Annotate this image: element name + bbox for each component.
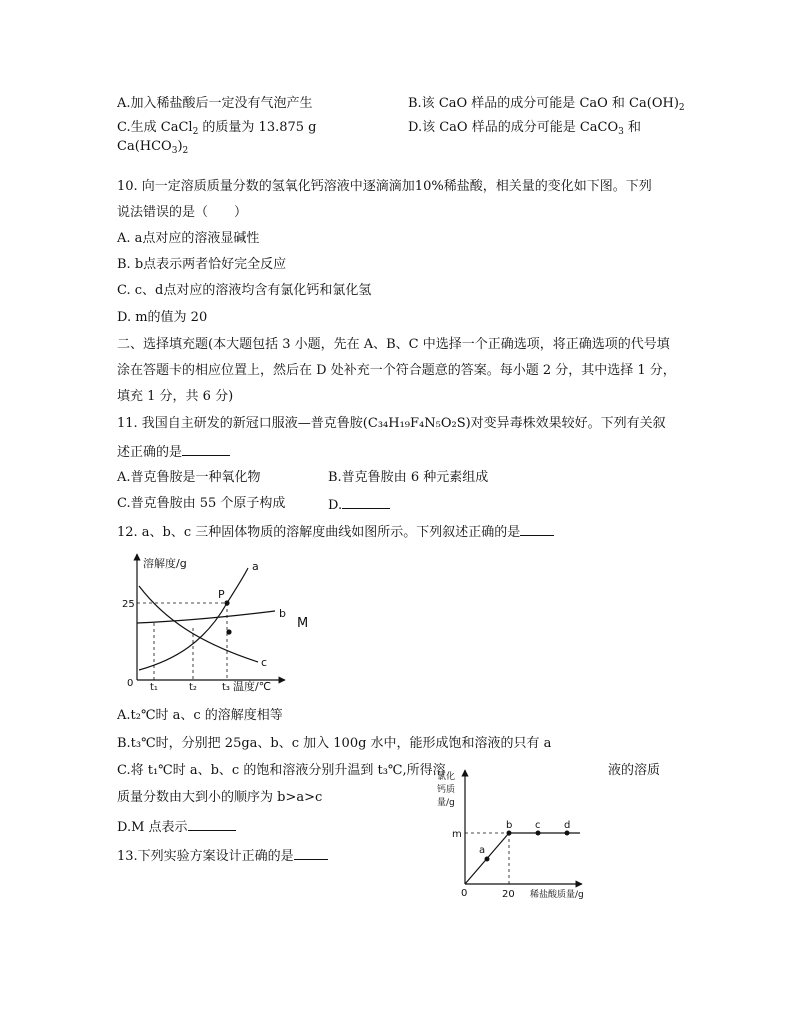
point-d	[565, 831, 570, 836]
y-tick-25: 25	[122, 599, 135, 610]
origin-label: 0	[127, 678, 134, 689]
y-tick-m: m	[452, 829, 462, 840]
q12-option-c-tail: 液的溶质	[608, 763, 661, 778]
q9-option-c: C.生成 CaCl$_2$ 的质量为 13.875 g	[117, 120, 317, 137]
x-tick-t1: t₁	[150, 682, 158, 693]
q11-option-a: A.普克鲁胺是一种氧化物	[117, 470, 261, 485]
y-axis-label: 溶解度/g	[143, 557, 187, 570]
point-d-label: d	[564, 820, 571, 831]
q12-option-a: A.t₂℃时 a、c 的溶解度相等	[117, 708, 283, 723]
curve-c-label: c	[261, 656, 268, 669]
point-c	[536, 831, 541, 836]
section-heading: 二、选择填充题(本大题包括 3 小题，先在 A、B、C 中选择一个正确选项，将正确选项的代号填	[117, 337, 670, 352]
q10-stem-cont: 说法错误的是（ ）	[117, 205, 248, 220]
q10-option-b: B. b点表示两者恰好完全反应	[117, 257, 287, 272]
x-axis-label: 温度/℃	[233, 680, 272, 693]
point-b-label: b	[506, 820, 513, 831]
q11-stem-cont: 述正确的是	[117, 443, 230, 461]
x-tick-t3: t₃	[222, 682, 230, 693]
origin-label: 0	[461, 888, 468, 899]
q12-option-c-cont: 质量分数由大到小的顺序为 b>a>c	[117, 790, 323, 805]
curve-c	[139, 586, 258, 662]
q10-option-c: C. c、d点对应的溶液均含有氯化钙和氯化氢	[117, 283, 372, 298]
point-p	[224, 600, 229, 605]
y-label-line-2: 钙质	[437, 785, 456, 795]
q9-option-d: D.该 CaO 样品的成分可能是 CaCO$_3$ 和	[408, 120, 642, 137]
y-label-line-3: 量/g	[437, 798, 455, 808]
point-c-label: c	[535, 820, 541, 831]
q9-option-d-cont: $Ca(HCO_3)_2$	[117, 139, 189, 156]
q12-option-b: B.t₃℃时，分别把 25ga、b、c 加入 100g 水中，能形成饱和溶液的只有 a	[117, 736, 552, 751]
point-p-label: P	[218, 588, 225, 601]
point-m-label: M	[297, 616, 309, 631]
point-a-label: a	[479, 845, 486, 856]
section-heading-cont: 涂在答题卡的相应位置上，然后在 D 处补充一个符合题意的答案。每小题 2 分，其中选择 1 分，	[117, 363, 676, 378]
q11-option-c: C.普克鲁胺由 55 个原子构成	[117, 496, 286, 511]
point-m	[226, 629, 231, 634]
curve-b-label: b	[279, 607, 286, 620]
point-a	[485, 857, 490, 862]
solubility-chart	[115, 548, 325, 698]
x-axis-label: 稀盐酸质量/g	[530, 890, 584, 900]
section-heading-cont2: 填充 1 分，共 6 分)	[117, 389, 234, 404]
q11-option-b: B.普克鲁胺由 6 种元素组成	[328, 470, 489, 485]
reaction-chart	[432, 764, 602, 904]
q13-stem: 13.下列实验方案设计正确的是	[117, 847, 328, 865]
curve-b	[137, 611, 275, 623]
q10-option-a: A. a点对应的溶液显碱性	[117, 231, 260, 246]
x-tick-20: 20	[502, 889, 515, 900]
q9-option-b: B.该 CaO 样品的成分可能是 CaO 和 $Ca(OH)_2$	[408, 96, 685, 113]
point-b	[507, 831, 512, 836]
q10-stem: 10. 向一定溶质质量分数的氢氧化钙溶液中逐滴滴加10%稀盐酸，相关量的变化如下图。下列	[117, 179, 652, 194]
q12-option-c: C.将 t₁℃时 a、b、c 的饱和溶液分别升温到 t₃℃,所得溶	[117, 763, 446, 778]
y-label-line-1: 氯化	[437, 772, 456, 782]
q11-stem: 11. 我国自主研发的新冠口服液—普克鲁胺(C₃₄H₁₉F₄N₅O₂S)对变异毒株效果较好。下列有关叙	[117, 416, 666, 431]
q11-option-d: D.	[328, 496, 390, 514]
x-tick-t2: t₂	[189, 682, 197, 693]
q9-option-a: A.加入稀盐酸后一定没有气泡产生	[117, 96, 313, 111]
q12-stem: 12. a、b、c 三种固体物质的溶解度曲线如图所示。下列叙述正确的是	[117, 523, 554, 541]
q10-option-d: D. m的值为 20	[117, 310, 208, 325]
curve-a-label: a	[252, 560, 259, 573]
q12-option-d: D.M 点表示	[117, 818, 236, 836]
